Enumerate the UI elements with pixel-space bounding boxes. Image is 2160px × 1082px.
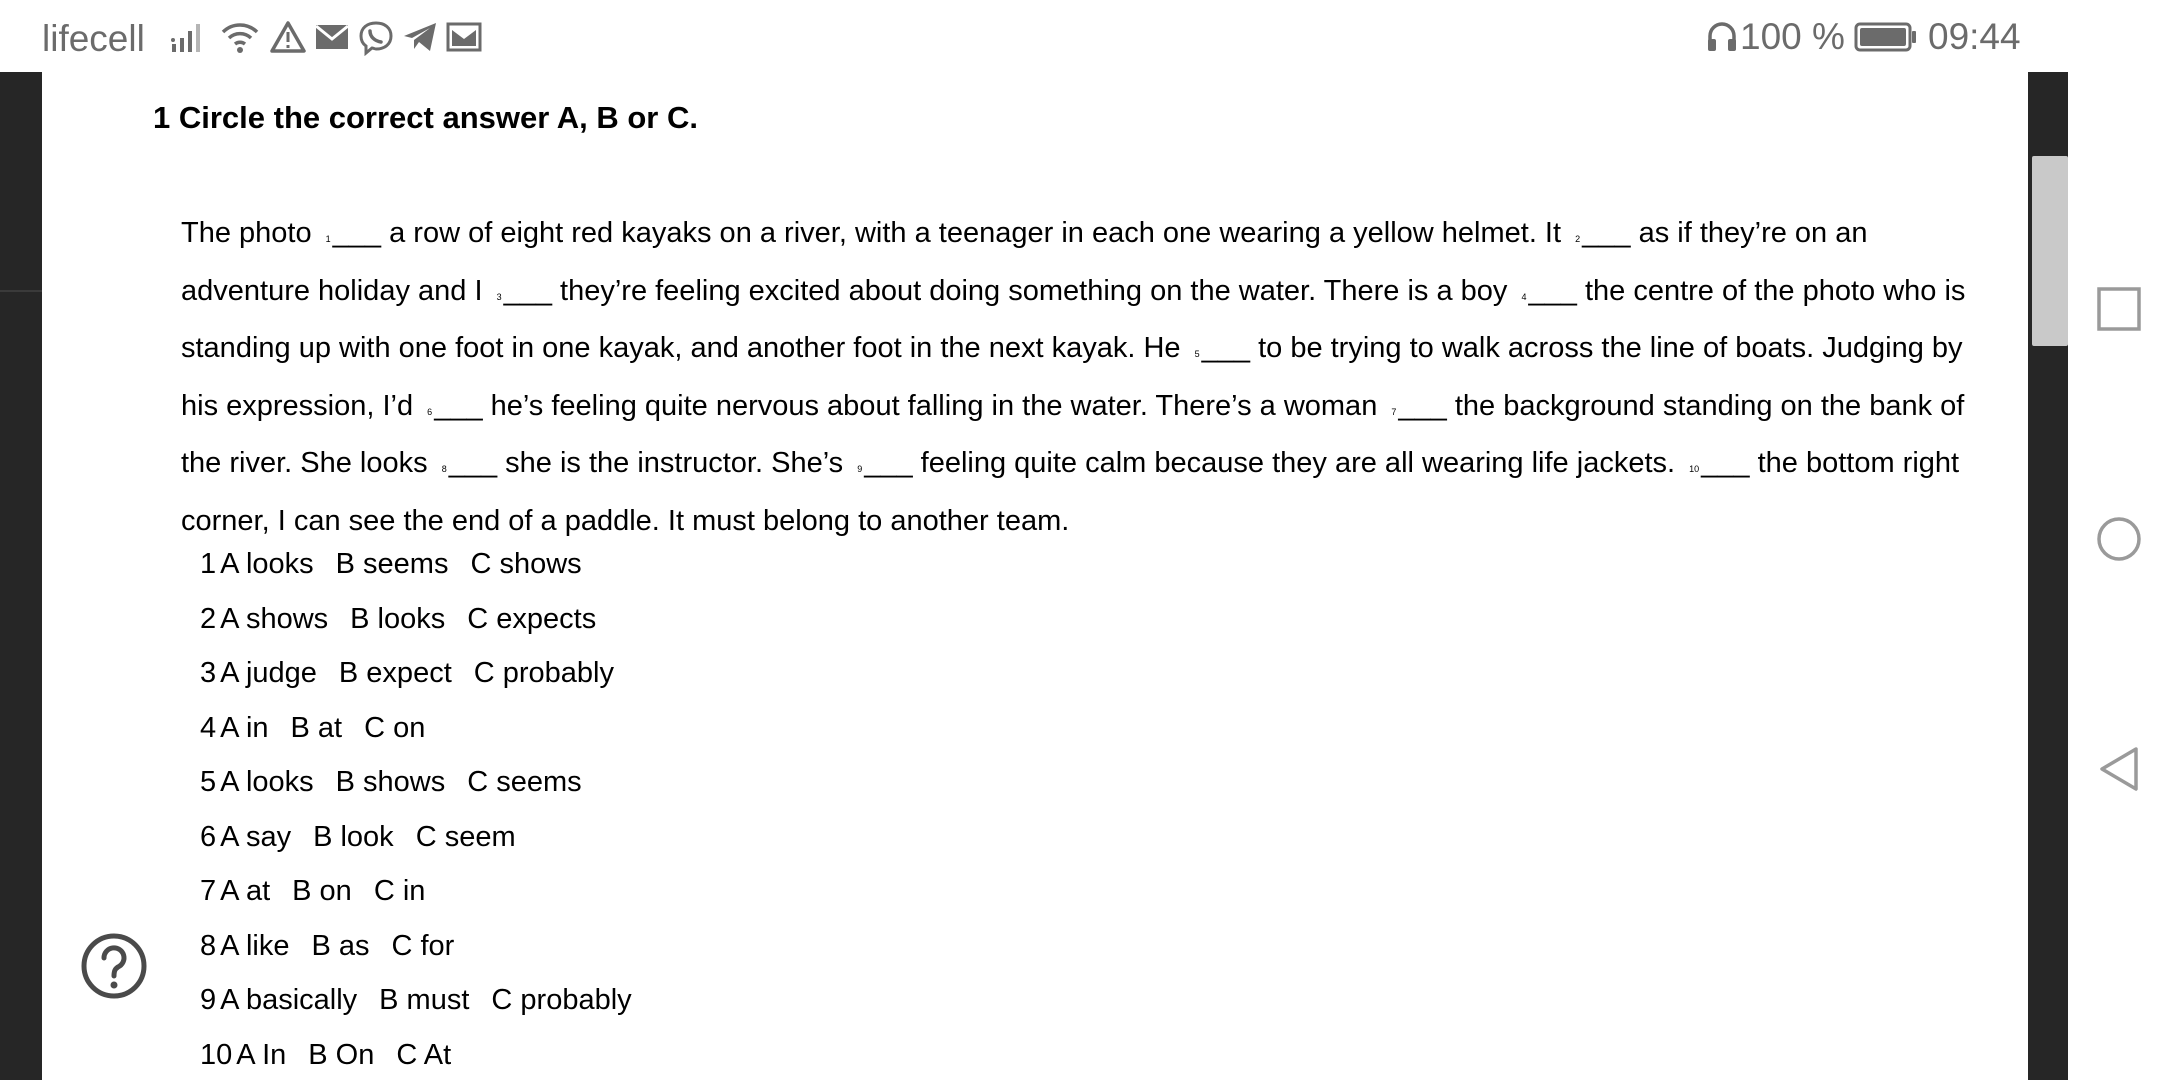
status-bar	[0, 0, 2068, 72]
reading-passage	[181, 208, 1971, 548]
recents-button[interactable]	[2096, 286, 2142, 332]
option-number: 1	[200, 548, 216, 580]
option-b[interactable]: B shows	[336, 766, 446, 798]
answer-options	[200, 537, 654, 1082]
passage-text: the bottom right corner, I can see the end of a paddle. It must belong to another team.	[181, 447, 1959, 537]
answer-blank: ___	[504, 275, 552, 307]
option-b[interactable]: B On	[308, 1039, 374, 1071]
option-a[interactable]: A shows	[220, 603, 328, 635]
option-c[interactable]: C probably	[474, 657, 614, 689]
blank-number: 4	[1521, 292, 1526, 302]
option-number: 5	[200, 766, 216, 798]
option-a[interactable]: A at	[220, 875, 270, 907]
option-c[interactable]: C seems	[467, 766, 581, 798]
clock: 09:44	[1928, 16, 2021, 58]
answer-blank: ___	[333, 217, 381, 249]
option-number: 7	[200, 875, 216, 907]
option-row	[200, 592, 654, 647]
option-c[interactable]: C in	[374, 875, 426, 907]
option-b[interactable]: B seems	[336, 548, 449, 580]
blank-number: 6	[427, 407, 432, 417]
option-b[interactable]: B looks	[350, 603, 445, 635]
option-number: 9	[200, 984, 216, 1016]
option-number: 2	[200, 603, 216, 635]
option-row	[200, 646, 654, 701]
option-number: 6	[200, 821, 216, 853]
option-c[interactable]: C on	[364, 712, 425, 744]
wifi-icon	[220, 20, 260, 54]
option-a[interactable]: A In	[236, 1039, 286, 1071]
answer-blank: ___	[1701, 447, 1749, 479]
option-c[interactable]: C shows	[470, 548, 581, 580]
scrollbar-thumb[interactable]	[2032, 156, 2068, 346]
mail-icon	[314, 20, 350, 54]
option-row	[200, 537, 654, 592]
answer-blank: ___	[434, 390, 482, 422]
option-a[interactable]: A looks	[220, 766, 314, 798]
option-row	[200, 864, 654, 919]
option-a[interactable]: A basically	[220, 984, 357, 1016]
blank-number: 1	[326, 234, 331, 244]
gmail-icon	[446, 20, 482, 54]
home-button[interactable]	[2096, 516, 2142, 562]
option-row	[200, 755, 654, 810]
option-b[interactable]: B expect	[339, 657, 452, 689]
carrier-name: lifecell	[42, 18, 145, 60]
option-row	[200, 1028, 654, 1082]
blank-number: 9	[857, 464, 862, 474]
viber-icon	[358, 20, 394, 56]
exercise-heading: 1 Circle the correct answer A, B or C.	[153, 100, 698, 136]
gutter-divider	[0, 290, 42, 292]
passage-text: a row of eight red kayaks on a river, with a teenager in each one wearing a yellow helmet. It	[381, 217, 1569, 249]
option-row	[200, 919, 654, 974]
answer-blank: ___	[1398, 390, 1446, 422]
option-row	[200, 973, 654, 1028]
answer-blank: ___	[864, 447, 912, 479]
telegram-icon	[402, 20, 438, 54]
blank-number: 10	[1689, 464, 1699, 474]
back-button[interactable]	[2096, 746, 2142, 792]
help-icon[interactable]	[80, 932, 148, 1000]
passage-text: as if they’re on an adventure holiday and I	[181, 217, 1868, 307]
option-number: 10	[200, 1039, 232, 1071]
option-c[interactable]: C seem	[416, 821, 516, 853]
option-number: 8	[200, 930, 216, 962]
answer-blank: ___	[1529, 275, 1577, 307]
option-number: 3	[200, 657, 216, 689]
blank-number: 5	[1195, 349, 1200, 359]
option-b[interactable]: B look	[313, 821, 394, 853]
headphones-icon	[1706, 20, 1738, 54]
blank-number: 2	[1575, 234, 1580, 244]
passage-text: feeling quite calm because they are all wearing life jackets.	[913, 447, 1684, 479]
option-number: 4	[200, 712, 216, 744]
passage-text: she is the instructor. She’s	[497, 447, 851, 479]
option-c[interactable]: C At	[396, 1039, 451, 1071]
passage-text: the centre of the photo who is standing up with one foot in one kayak, and another foot in the next kayak. He	[181, 275, 1965, 365]
answer-blank: ___	[1202, 332, 1250, 364]
option-row	[200, 701, 654, 756]
battery-icon	[1854, 22, 1918, 52]
passage-text: he’s feeling quite nervous about falling in the water. There’s a woman	[483, 390, 1386, 422]
passage-text: the background standing on the bank of the river. She looks	[181, 390, 1964, 480]
battery-percent: 100 %	[1740, 16, 1845, 58]
warning-icon	[270, 20, 306, 54]
option-b[interactable]: B at	[291, 712, 343, 744]
option-b[interactable]: B on	[292, 875, 352, 907]
passage-text: to be trying to walk across the line of boats. Judging by his expression, I’d	[181, 332, 1963, 422]
option-a[interactable]: A judge	[220, 657, 317, 689]
option-row	[200, 810, 654, 865]
answer-blank: ___	[1582, 217, 1630, 249]
option-a[interactable]: A looks	[220, 548, 314, 580]
option-b[interactable]: B as	[311, 930, 369, 962]
passage-text: The photo	[181, 217, 320, 249]
status-right	[1706, 16, 2026, 56]
blank-number: 8	[442, 464, 447, 474]
signal-icon	[170, 20, 206, 54]
option-b[interactable]: B must	[379, 984, 469, 1016]
option-c[interactable]: C for	[392, 930, 455, 962]
answer-blank: ___	[449, 447, 497, 479]
option-c[interactable]: C expects	[467, 603, 596, 635]
blank-number: 3	[497, 292, 502, 302]
option-a[interactable]: A in	[220, 712, 268, 744]
option-c[interactable]: C probably	[491, 984, 631, 1016]
passage-text: they’re feeling excited about doing something on the water. There is a boy	[552, 275, 1516, 307]
option-a[interactable]: A like	[220, 930, 289, 962]
blank-number: 7	[1391, 407, 1396, 417]
left-gutter	[0, 72, 42, 1080]
option-a[interactable]: A say	[220, 821, 291, 853]
